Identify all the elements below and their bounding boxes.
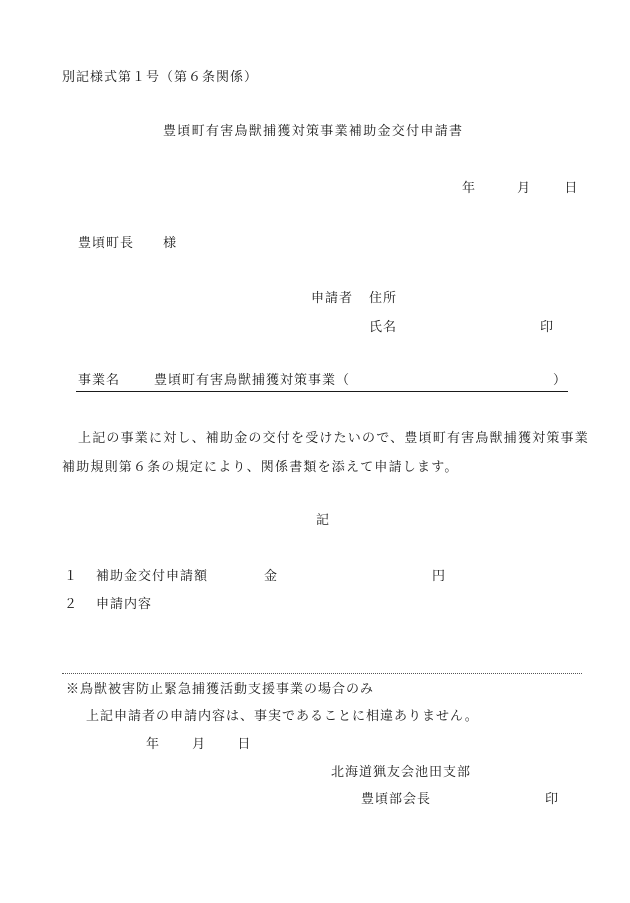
note-statement: 上記申請者の申請内容は、事実であることに相違ありません。 [86, 709, 479, 724]
item-2-number: ２ [64, 597, 79, 612]
date-month: 月 [517, 181, 532, 196]
item-1-unit: 円 [432, 569, 447, 584]
addressee [78, 236, 177, 252]
project-close: ） [553, 373, 568, 388]
addressee-name: 豊頃町長 [78, 236, 135, 251]
body-text: 上記の事業に対し、補助金の交付を受けたいので、豊頃町有害鳥獣捕獲対策事業補助規則第６条の規定により、関係書類を添えて申請します。 [62, 431, 589, 475]
item-1-number: １ [64, 569, 79, 584]
note-organization: 北海道猟友会池田支部 [331, 765, 472, 780]
date-top [462, 181, 578, 197]
item-1-kin: 金 [264, 569, 279, 584]
note-chief: 豊頃部会長 [361, 792, 432, 807]
note-seal: 印 [545, 792, 560, 807]
note-date-year: 年 [146, 737, 161, 752]
applicant-label: 申請者 [311, 291, 354, 306]
name-label: 氏名 [369, 320, 398, 335]
form-reference: 別記様式第１号（第６条関係） [62, 70, 259, 85]
date-day: 日 [564, 181, 579, 196]
date-year: 年 [462, 181, 477, 196]
project-name: 豊頃町有害鳥獣捕獲対策事業（ [154, 373, 351, 388]
project-label: 事業名 [78, 373, 121, 388]
note-date-day: 日 [237, 737, 252, 752]
address-label: 住所 [369, 291, 398, 306]
item-2-label: 申請内容 [96, 597, 153, 612]
note-date-month: 月 [192, 737, 207, 752]
dotted-divider [62, 673, 582, 674]
item-1-label: 補助金交付申請額 [96, 569, 209, 584]
body-paragraph [62, 424, 592, 482]
addressee-honorific: 様 [163, 236, 178, 251]
ki-heading: 記 [316, 513, 331, 528]
project-name-line [76, 373, 568, 392]
document-title: 豊頃町有害鳥獣捕獲対策事業補助金交付申請書 [163, 124, 464, 139]
applicant-seal: 印 [540, 320, 555, 335]
note-date [146, 737, 251, 753]
note-heading: ※鳥獣被害防止緊急捕獲活動支援事業の場合のみ [66, 682, 375, 697]
